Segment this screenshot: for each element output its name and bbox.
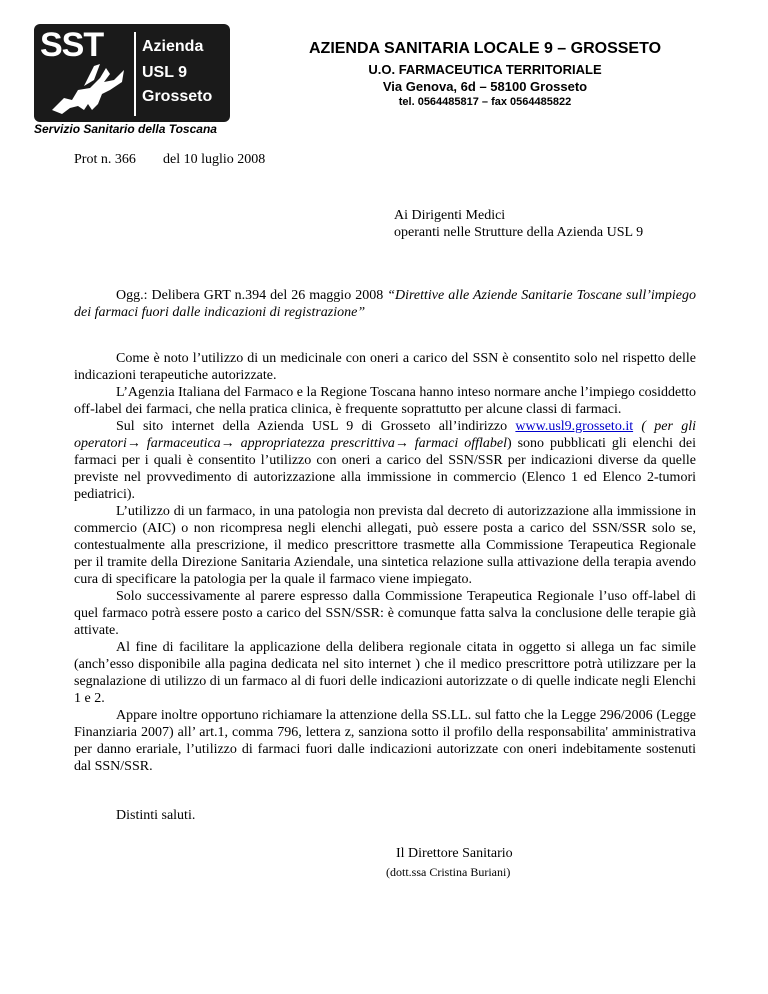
paragraph-6: Al fine di facilitare la applicazione della delibera regionale citata in oggetto si allega un fac simile (anch’esso disponibile alla pagina dedicata nel sito internet ) che il medico prescrittore potrà utilizzare per la segnalazione di utilizzo di un farmaco al di fuori delle indicazioni autorizzate o di quelle indicate negli Elenchi 1 e 2.: [74, 640, 696, 706]
protocol-number: Prot n. 366: [74, 152, 136, 167]
subject-prefix: Ogg.: Delibera GRT n.394 del 26 maggio 2008: [116, 288, 388, 303]
paragraph-4: L’utilizzo di un farmaco, in una patologia non prevista dal decreto di autorizzazione alla immissione in commercio (AIC) o non ricompresa negli elenchi allegati, può essere posta a carico del SSN/SSR solo se, contestualmente alla prescrizione, il medico prescrittore trasmette alla Commissione Terapeutica Regionale per il tramite della Direzione Sanitaria Aziendale, una sintetica relazione sulla attivazione della terapia avendo cura di specificare la patologia per la quale il farmaco viene impiegato.: [74, 504, 696, 587]
subject-line: [74, 287, 696, 321]
subject-title: “Direttive alle Aziende Sanitarie Toscane sull’impiego dei farmaci fuori dalle indicazioni di registrazione”: [74, 288, 696, 320]
logo-line-azienda: Azienda: [142, 38, 204, 55]
logo-line-city: Grosseto: [142, 88, 213, 105]
signatory-role: Il Direttore Sanitario: [396, 846, 513, 861]
letter-body: [74, 350, 696, 775]
logo-badge: [34, 24, 230, 122]
unit-name: U.O. FARMACEUTICA TERRITORIALE: [368, 62, 602, 77]
signatory-name: (dott.ssa Cristina Buriani): [386, 865, 511, 879]
agency-address: Via Genova, 6d – 58100 Grosseto: [382, 79, 588, 94]
protocol-date: del 10 luglio 2008: [163, 152, 266, 167]
agency-contacts: tel. 0564485817 – fax 0564485822: [398, 96, 572, 108]
recipient-block: [394, 207, 643, 241]
paragraph-3: [74, 418, 696, 503]
paragraph-7: Appare inoltre opportuno richiamare la attenzione della SS.LL. sul fatto che la Legge 296/2006 (Legge Finanziaria 2007) all’ art.1, comma 796, lettera z, sanziona sotto il profilo della responsabilita' amministrativa per danno erariale, l’utilizzo di farmaci fuori dalle indicazioni autorizzate con oneri indebitamente sostenuti dal SSN/SSR.: [74, 708, 696, 774]
website-link[interactable]: www.usl9.grosseto.it: [515, 419, 634, 434]
agency-title: AZIENDA SANITARIA LOCALE 9 – GROSSETO: [308, 40, 662, 57]
recipient-line-2: operanti nelle Strutture della Azienda USL 9: [394, 225, 644, 240]
navigation-path: ( per gli operatori→ farmaceutica→ appropriatezza prescrittiva→ farmaci offlabel: [74, 419, 696, 451]
paragraph-3-intro: Sul sito internet della Azienda USL 9 di Grosseto all’indirizzo: [116, 419, 516, 434]
paragraph-2: L’Agenzia Italiana del Farmaco e la Regione Toscana hanno inteso normare anche l’impiego cosiddetto off-label dei farmaci, che nella pratica clinica, è frequente soprattutto per alcune classi di farmaci.: [74, 385, 696, 417]
logo-line-usl: USL 9: [142, 64, 188, 81]
logo-divider: [134, 32, 136, 116]
paragraph-5: Solo successivamente al parere espresso dalla Commissione Terapeutica Regionale l’uso off-label di quel farmaco potrà essere posto a carico del SSN/SSR: è comunque fatta salva la conclusione delle terapie già attivate.: [74, 589, 696, 638]
logo-sst-text: SST: [40, 26, 104, 64]
closing-greeting: Distinti saluti.: [116, 808, 196, 823]
paragraph-1: Come è noto l’utilizzo di un medicinale con oneri a carico del SSN è consentito solo nel rispetto delle indicazioni terapeutiche autorizzate.: [74, 351, 696, 383]
recipient-line-1: Ai Dirigenti Medici: [394, 208, 506, 223]
pegasus-icon: [44, 60, 130, 118]
usl9-logo: [34, 24, 230, 136]
logo-caption: Servizio Sanitario della Toscana: [34, 122, 217, 136]
paragraph-3-rest: ) sono pubblicati gli elenchi dei farmaci per i quali è consentito l’utilizzo con oneri a carico del SSN/SSR per indicazioni diverse da quelle previste nel provvedimento di autorizzazione alla immissione in commercio (Elenco 1 ed Elenco 2-tumori pediatrici).: [74, 436, 696, 502]
